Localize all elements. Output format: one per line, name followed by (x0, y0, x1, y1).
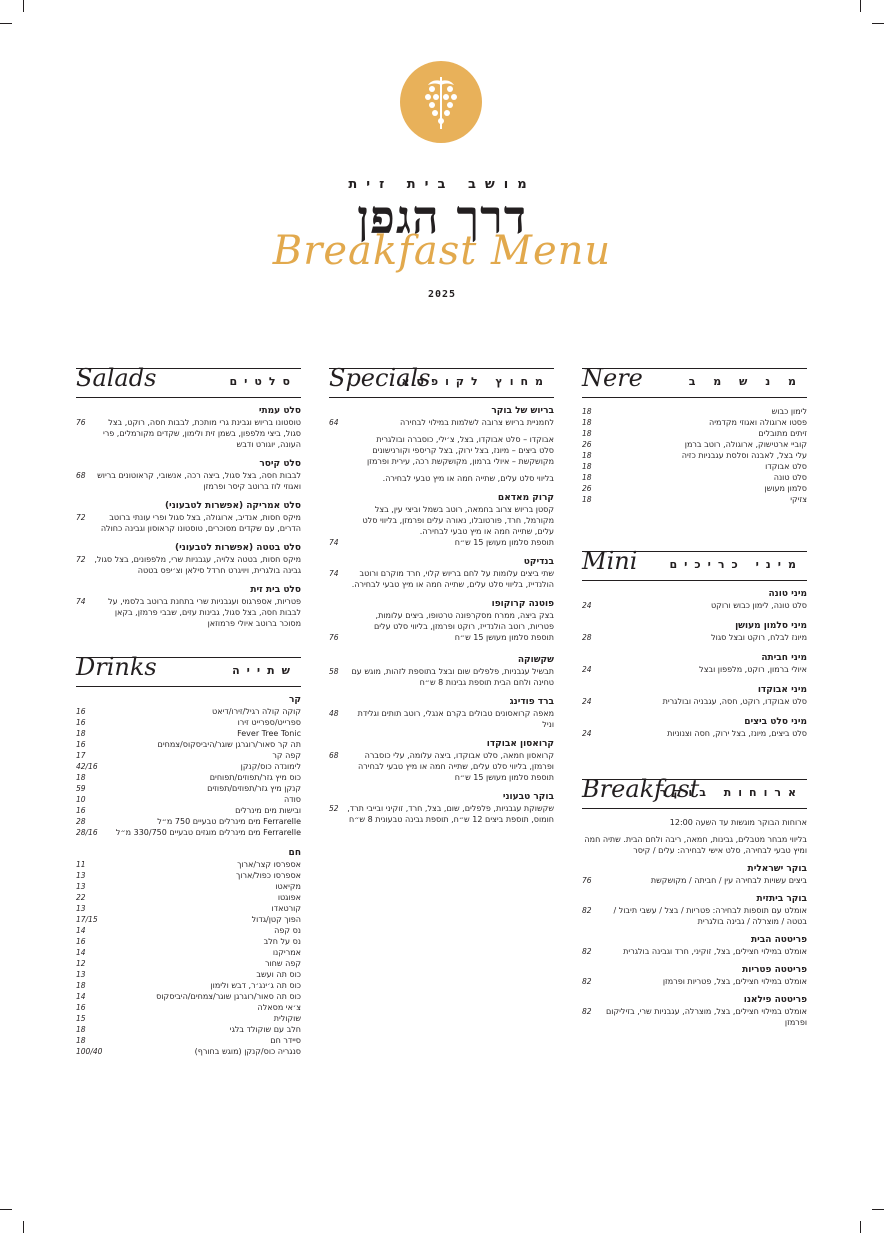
crop-mark (872, 1209, 884, 1210)
item-desc: שתי ביצים עלומות על לחם בריוש קלוי, חרד מוקרם ורוטב הולנדייז, בליווי סלט עלים, שתייה חמה או מיץ טבעי לבחירה. 74 (329, 569, 554, 589)
item-desc: סלט טונה, לימון כבוש ורוקט 24 (582, 601, 807, 610)
item-title: בוקר טבעוני (502, 792, 554, 802)
crop-mark (860, 0, 861, 12)
section-script-title: Specials (329, 364, 431, 392)
list-item: סלט טונה 18 (582, 473, 807, 482)
list-item: קפה קר 17 (76, 751, 301, 760)
item-desc: אומלט במילוי חצילים, בצל, פטריות ופרמזן 82 (582, 977, 807, 986)
item-title: מיני אבוקדו (757, 685, 807, 695)
list-item: Fever Tree Tonic 18 (76, 729, 301, 738)
list-item: אספרסו קצר/ארוך 11 (76, 860, 301, 869)
crop-mark (0, 23, 12, 24)
hot-drinks-list (76, 859, 301, 1057)
item-desc: מיקס חסות, אנדיב, ארוגולה, בצל סגול ופרי עונתי ברוטב הדרים, עם שקדים מסוכרים, טוסטונו קראוסון וגבינה כחולה 72 (76, 513, 301, 533)
list-item: מקיאטו 13 (76, 882, 301, 891)
item-desc: בליווי סלט עלים, שתייה חמה או מיץ טבעי לבחירה. (382, 474, 554, 483)
item-title: שקשוקה (517, 655, 554, 665)
item-desc: מקושקשת – איולי ברמון, מקושקשת רכה, עירית ופרמזן (367, 457, 554, 466)
item-title: בריוש של בוקר (491, 406, 554, 416)
list-item: ספרייט/ספרייט זירו 16 (76, 718, 301, 727)
list-item: קורטאדו 13 (76, 904, 301, 913)
crop-mark (23, 0, 24, 12)
middle-column (329, 364, 554, 825)
list-item: אפוגטו 22 (76, 893, 301, 902)
section-header-salads (76, 364, 301, 398)
brand-title: דרך הגפן (357, 190, 527, 244)
menu-script-title: Breakfast Menu (272, 228, 612, 274)
section-header-drinks (76, 653, 301, 687)
list-item: נס קפה 14 (76, 926, 301, 935)
grape-vine-icon (400, 61, 482, 143)
hot-drinks-title: חם (288, 848, 301, 858)
item-desc: בצק ביצה, ממרח מסקרפונה טרטופו, ביצים עלומות, פטריות, רוטב הולנדייז, רוקט ופרמזן, בליווי סלט עלים (373, 611, 554, 631)
item-desc: קסטן בריוש צרוב בחמאה, רוטב בשמל וביצי עין, בצל מקורמל, חרד, פורטובלו, נאורה עלים ופרמזן, בליווי סלט עלים, שתייה חמה או מיץ טבעי לבחירה. (362, 505, 554, 536)
item-desc: תוספת סלמון מעושן 15 ש״ח 74 (329, 538, 554, 547)
section-header-breakfast (582, 775, 807, 809)
section-title: ארוחות בוקר (659, 786, 803, 799)
list-item: קוביי ארטישוק, ארוגולה, רוטב ברמן 26 (582, 440, 807, 449)
list-item: סיידר חם 18 (76, 1036, 301, 1045)
section-script-title: Mini (582, 547, 638, 575)
list-item: סלט אבוקדו 18 (582, 462, 807, 471)
list-item: עלי בצל, לאבנה וסלסת עגבניות כזיה 18 (582, 451, 807, 460)
section-script-title: Nere (582, 364, 643, 392)
grape-logo (400, 61, 482, 143)
section-script-title: Breakfast (582, 775, 700, 803)
list-item: אספרסו כפול/ארוך 13 (76, 871, 301, 880)
item-desc: תוספת סלמון מעושן 15 ש״ח 76 (329, 633, 554, 642)
list-item: תה קר סאור/רוגרגן שוגר/היביסקוס/צמחים 16 (76, 740, 301, 749)
cold-drinks-title: קר (288, 695, 301, 705)
item-desc: מיונז לבלח, רוקט ובצל סגול 28 (582, 633, 807, 642)
list-item: אמריקנו 14 (76, 948, 301, 957)
item-title: קרואסון אבוקדו (486, 739, 554, 749)
list-item: סודה 10 (76, 795, 301, 804)
list-item: לימונדה כוס/קנקן 42/16 (76, 762, 301, 771)
section-title: מ נ ש מ ב (688, 375, 803, 388)
item-desc: אומלט במילוי חצילים, בצל, זוקיני, חרד וגבינה בולגרית 82 (582, 947, 807, 956)
item-title: סלט עמתי (258, 406, 301, 416)
item-desc: מיקס חסות, בטטה צלויה, עגבניות שרי, מלפפונים, בצל סגול, גבינה בולגרית, ויויגרט חרדל סילאן וצ׳יפס בטטה 72 (76, 555, 301, 575)
item-title: פריטטה פילאנו (743, 995, 807, 1005)
item-desc: סלט ביצים – מיונז, בצל ירוק, בצל קריספי וקורנישונים (372, 446, 554, 455)
list-item: כוס תה ועשב 13 (76, 970, 301, 979)
list-item: סלמון מעושן 26 (582, 484, 807, 493)
section-script-title: Drinks (76, 653, 157, 681)
item-title: מיני טונה (768, 589, 807, 599)
list-item: צ׳אי מסאלה 16 (76, 1003, 301, 1012)
nere-list (582, 406, 807, 505)
item-title: קרוק מאדאם (497, 493, 554, 503)
item-title: סלט אמריקה (אפשרות לטבעוני) (164, 501, 301, 511)
item-desc: פטריות, אספרגוס ועגבניות שרי בתחנת ברוטב בלסמי, על לבבות חסה, בצל סגול, גבינות עזים, שבבי פרמזן, בקאן מסוכר ברוטב איולי פרמוזאן 74 (76, 597, 301, 628)
item-title: בוקר ישראלית (747, 864, 807, 874)
list-item: נס על חלב 16 (76, 937, 301, 946)
item-title: בוקר ביתזית (756, 894, 807, 904)
cold-drinks-list (76, 706, 301, 838)
left-column (76, 364, 301, 1057)
list-item: Ferrarelle מים מינרלים טבעיים 750 מ״ל 28 (76, 817, 301, 826)
item-title: בנדיקט (523, 557, 554, 567)
item-title: סלט קיסר (259, 459, 301, 469)
list-item: Ferrarelle מים מינרלים מוגזים טבעיים 330/750 מ״ל 28/16 (76, 828, 301, 837)
item-desc: איולי ברמון, רוקט, מלפפון ובצל 24 (582, 665, 807, 674)
item-title: סלט בית זית (250, 585, 301, 595)
crop-mark (23, 1221, 24, 1233)
list-item: חלב עם שוקולד בלגי 18 (76, 1025, 301, 1034)
list-item: קוקה קולה רגיל/זירו/דיאט 16 (76, 707, 301, 716)
item-desc: אבוקדו – סלט אבוקדו, בצל, צ׳ילי, כוסברה ובולגרית (376, 435, 554, 444)
list-item: לימון כבוש 18 (582, 407, 807, 416)
list-item: פסטו ארוגולה ואגוזי מקדמיה 18 (582, 418, 807, 427)
list-item: שוקולית 15 (76, 1014, 301, 1023)
section-header-specials (329, 364, 554, 398)
section-title: מחוץ לקופסא (401, 375, 550, 388)
list-item: ובישות מים מינרלים 16 (76, 806, 301, 815)
list-item: סנגריה כוס/קנקן (מוגש בחורף) 100/40 (76, 1047, 301, 1056)
section-title: מיני כריכים (669, 558, 803, 571)
list-item: קנקן מיץ גזר/תפוזים/תפוזים 59 (76, 784, 301, 793)
item-title: מיני חביתה (761, 653, 807, 663)
item-desc: שקשוקת עגבניות, פלפלים, שום, בצל, חרד, זוקיני ובייבי תרד, חומוס, תוספת ביצים 12 ש״ח, תוספת גבינה טבעונית 8 ש״ח 52 (329, 804, 554, 824)
list-item: זיתים מתובלים 18 (582, 429, 807, 438)
item-title: מיני סלט ביצים (744, 717, 807, 727)
crop-mark (872, 23, 884, 24)
item-desc: אומלט במילוי חצילים, בצל, מוצרלה, עגבניות שרי, בזיליקום ופרמזן 82 (582, 1007, 807, 1027)
item-title: מיני סלמון מעושן (735, 621, 807, 631)
section-header-mini (582, 547, 807, 581)
item-desc: ביצים עשויות לבחירה עין / חביתה / מקושקשת 76 (582, 876, 807, 885)
section-header-nere (582, 364, 807, 398)
item-desc: מאפה קרואסונים טבולים בקרם אנגלי, רוטב תותים וגלידת וניל 48 (329, 709, 554, 729)
list-item: קפה שחור 12 (76, 959, 301, 968)
item-desc: אומלט עם תוספות לבחירה: פטריות / בצל / עשבי תיבול / בטטה / מוצרלה / גבינה בולגרית 82 (582, 906, 807, 926)
breakfast-includes-note: בליווי מבחר מטבלים, גבינות, חמאה, ריבה ולחם הבית. שתיה חמה ומיץ טבעי לבחירה, סלט אישי לבחירה: עלים / קיסר (584, 835, 807, 855)
item-title: סלט בטטה (אפשרות לטבעוני) (174, 543, 301, 553)
crop-mark (860, 1221, 861, 1233)
section-script-title: Salads (76, 364, 157, 392)
menu-year: 2025 (427, 289, 457, 300)
item-desc: קרואסון חמאה, סלט אבוקדו, ביצה עלומה, עלי כוסברה ופרמזן, בליווי סלט עלים, שתייה חמה או מיץ טבעי לבחירה תוספת סלמון מעושן 15 ש״ח 68 (329, 751, 554, 782)
item-title: פוטנה קרוקופו (491, 599, 554, 609)
item-title: ברד פודינג (509, 697, 554, 707)
list-item: כוס תה ג׳ינג׳ר, דבש ולימון 18 (76, 981, 301, 990)
item-title: פריטטה הבית (751, 935, 807, 945)
breakfast-hours-note: ארוחות הבוקר מוגשות עד השעה 12:00 (669, 818, 807, 827)
item-desc: לחמניית בריוש צרובה לשלמות במילוי לבחירה 64 (329, 418, 554, 427)
item-desc: תבשיל עגבניות, פלפלים שום ובצל בתוספת לזהות, מוגש עם טחינה ולחם הבית תוספת גבינות 8 ש״ח 58 (329, 667, 554, 687)
right-column (582, 364, 807, 1028)
item-desc: סלט אבוקדו, רוקט, חסה, עגבניה ובולגרית 24 (582, 697, 807, 706)
item-title: פריטטה פטריות (742, 965, 807, 975)
list-item: צזיקי 18 (582, 495, 807, 504)
item-desc: טוסטונו בריוש וגבינת גרי מותכת, לבבות חסה, רוקט, בצל סגול, ביצי מלפפון, בשמן זית ולימון, שקדים מקורמלים, פרי העונה, יוגורט ודבש 76 (76, 418, 301, 449)
list-item: כוס מיץ גזר/תפוזים/תפוחים 18 (76, 773, 301, 782)
list-item: כוס תה סאור/רוגרגן שוגר/צמחים/היביסקוס 14 (76, 992, 301, 1001)
list-item: הפוך קטן/גדול 17/15 (76, 915, 301, 924)
section-title: שתייה (232, 664, 297, 677)
moshav-name: מושב בית זית (348, 177, 536, 192)
item-desc: סלט ביצים, מיונז, בצל ירוק, חסה וצנוניות 24 (582, 729, 807, 738)
section-title: סלטים (229, 375, 297, 388)
item-desc: לבבות חסה, בצל סגול, ביצה רכה, אנשובי, קראוטונים בריוש ואגוזי לוז ברוטב קיסר ופרמזן 68 (76, 471, 301, 491)
crop-mark (0, 1209, 12, 1210)
